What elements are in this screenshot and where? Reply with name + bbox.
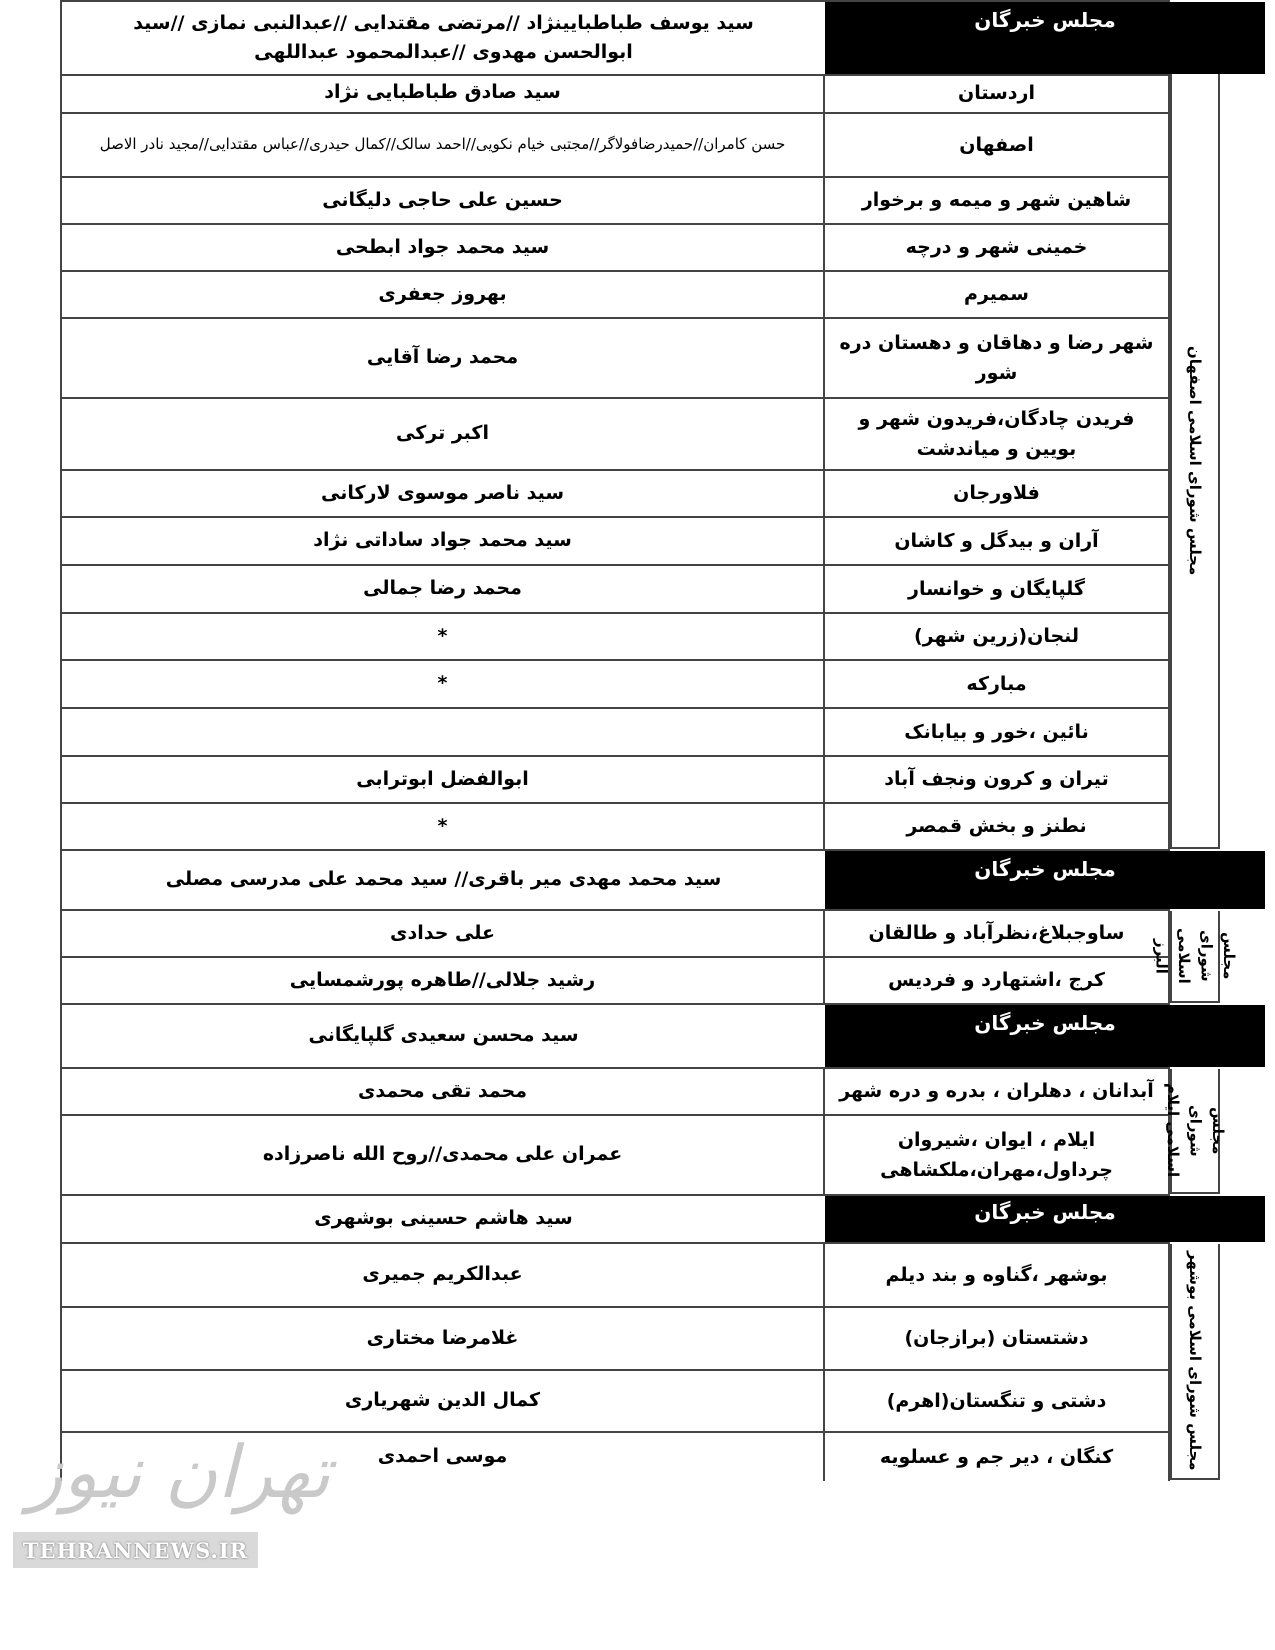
ilam-khobregan-names: سید محسن سعیدی گلپایگانی [60, 1005, 825, 1067]
table-row [60, 225, 1170, 272]
row-names: * [60, 804, 825, 849]
row-city: دشتستان (برازجان) [825, 1308, 1170, 1369]
row-names: محمد تقی محمدی [60, 1069, 825, 1114]
ilam-side-text: مجلس شورای اسلامی ایلام [1163, 1083, 1227, 1178]
row-city: سمیرم [825, 272, 1170, 317]
alborz-khobregan-row [60, 851, 1170, 911]
logo-site: TEHRANNEWS.IR [22, 1537, 249, 1563]
alborz-side-text: مجلس شورای اسلامی البرز [1152, 928, 1238, 984]
row-city: دشتی و تنگستان(اهرم) [825, 1371, 1170, 1431]
row-city: فلاورجان [825, 471, 1170, 516]
alborz-side-label [1152, 911, 1238, 1003]
bushehr-khobregan-header: مجلس خبرگان [825, 1196, 1265, 1242]
bushehr-side-label [1170, 1244, 1220, 1480]
table-row [60, 114, 1170, 178]
row-names: حسین علی حاجی دلیگانی [60, 178, 825, 223]
ilam-khobregan-header: مجلس خبرگان [825, 1005, 1265, 1067]
row-city: اردستان [825, 74, 1170, 112]
row-city: آران و بیدگل و کاشان [825, 518, 1170, 564]
row-names: سید محمد جواد ابطحی [60, 225, 825, 270]
table-row [60, 74, 1170, 114]
row-names: عبدالکریم جمیری [60, 1244, 825, 1306]
row-city: مبارکه [825, 661, 1170, 707]
table-row [60, 272, 1170, 319]
table-row [60, 1116, 1170, 1196]
row-city: بوشهر ،گناوه و بند دیلم [825, 1244, 1170, 1306]
row-city: شاهین شهر و میمه و برخوار [825, 178, 1170, 223]
table-row [60, 1069, 1170, 1116]
row-names: محمد رضا آقایی [60, 319, 825, 397]
row-names: سید ناصر موسوی لارکانی [60, 471, 825, 516]
table-row [60, 661, 1170, 709]
row-names: عمران علی محمدی//روح الله ناصرزاده [60, 1116, 825, 1194]
isfahan-side-text: مجلس شورای اسلامی اصفهان [1186, 345, 1204, 576]
table-row [60, 319, 1170, 399]
bushehr-side-text: مجلس شورای اسلامی بوشهر [1186, 1251, 1204, 1471]
row-city: تیران و کرون ونجف آباد [825, 757, 1170, 802]
bushehr-khobregan-row [60, 1196, 1170, 1244]
isfahan-khobregan-header: مجلس خبرگان [825, 2, 1265, 74]
row-names: حسن کامران//حمیدرضافولاگر//مجتبی خیام نکویی//احمد سالک//کمال حیدری//عباس مقتدایی//مجید نادر الاصل [60, 114, 825, 176]
row-city: گلپایگان و خوانسار [825, 566, 1170, 612]
row-names: سید صادق طباطبایی نژاد [60, 74, 825, 112]
row-city: نطنز و بخش قمصر [825, 804, 1170, 849]
isfahan-side-label [1170, 74, 1220, 849]
table-row [60, 471, 1170, 518]
row-names: ابوالفضل ابوترابی [60, 757, 825, 802]
row-city: خمینی شهر و درچه [825, 225, 1170, 270]
table-row [60, 709, 1170, 757]
table-row [60, 958, 1170, 1005]
table-row [60, 1244, 1170, 1308]
row-names: سید محمد جواد ساداتی نژاد [60, 518, 825, 564]
bushehr-khobregan-names: سید هاشم حسینی بوشهری [60, 1196, 825, 1242]
row-names: علی حدادی [60, 911, 825, 956]
row-city: لنجان(زرین شهر) [825, 614, 1170, 659]
table-row [60, 399, 1170, 471]
row-city: شهر رضا و دهاقان و دهستان دره شور [825, 319, 1170, 397]
table-row [60, 911, 1170, 958]
tehrannews-logo [8, 1420, 331, 1570]
row-city: کرج ،اشتهارد و فردیس [825, 958, 1170, 1003]
row-city: فریدن چادگان،فریدون شهر و بویین و میاندشت [825, 399, 1170, 469]
isfahan-khobregan-row [60, 0, 1170, 76]
row-city: ایلام ، ایوان ،شیروان چرداول،مهران،ملکشاهی [825, 1116, 1170, 1194]
row-city: نائین ،خور و بیابانک [825, 709, 1170, 755]
row-names: * [60, 661, 825, 707]
row-city: کنگان ، دیر جم و عسلویه [825, 1433, 1170, 1481]
logo-script: تهران نیوز [28, 1430, 331, 1514]
table-row [60, 178, 1170, 225]
logo-bar [13, 1532, 258, 1568]
ilam-khobregan-row [60, 1005, 1170, 1069]
row-city: آبدانان ، دهلران ، بدره و دره شهر [825, 1069, 1170, 1114]
row-names: موسی احمدی [60, 1433, 825, 1481]
row-names: محمد رضا جمالی [60, 566, 825, 612]
table-row [60, 614, 1170, 661]
row-city: اصفهان [825, 114, 1170, 176]
table-row [60, 804, 1170, 851]
row-names: بهروز جعفری [60, 272, 825, 317]
row-names: غلامرضا مختاری [60, 1308, 825, 1369]
table-row [60, 566, 1170, 614]
table-row [60, 757, 1170, 804]
row-names [60, 709, 825, 755]
row-names: کمال الدین شهریاری [60, 1371, 825, 1431]
row-names: رشید جلالی//طاهره پورشمسایی [60, 958, 825, 1003]
table-row [60, 1308, 1170, 1371]
ilam-side-label [1163, 1069, 1227, 1194]
row-names: * [60, 614, 825, 659]
alborz-khobregan-header: مجلس خبرگان [825, 851, 1265, 909]
row-names: اکبر ترکی [60, 399, 825, 469]
alborz-khobregan-names: سید محمد مهدی میر باقری// سید محمد علی مدرسی مصلی [60, 851, 825, 909]
isfahan-khobregan-names: سید یوسف طباطبایینژاد //مرتضی مقتدایی //عبدالنبی نمازی //سید ابوالحسن مهدوی //عبدالمحمود عبداللهی [60, 2, 825, 74]
row-city: ساوجبلاغ،نظرآباد و طالقان [825, 911, 1170, 956]
table-row [60, 518, 1170, 566]
